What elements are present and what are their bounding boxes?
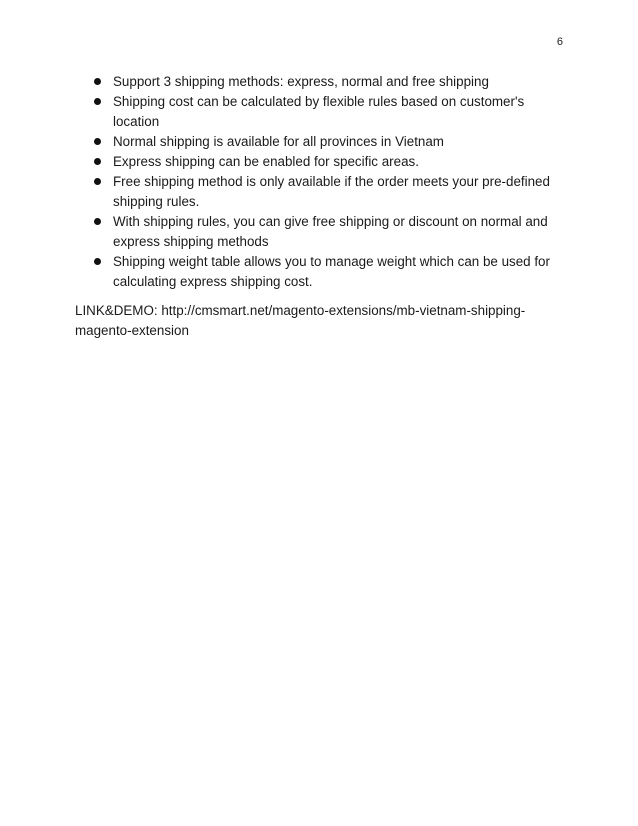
feature-bullet-item (94, 172, 564, 212)
feature-bullet-text: Free shipping method is only available if the order meets your pre-defined shipping rules. (113, 174, 550, 209)
link-demo-url[interactable]: http://cmsmart.net/magento-extensions/mb-vietnam-shipping-magento-extension (75, 303, 526, 338)
feature-bullet-item (94, 72, 564, 92)
feature-bullet-text: Normal shipping is available for all provinces in Vietnam (113, 134, 444, 149)
link-demo-paragraph (75, 301, 565, 341)
feature-bullet-item (94, 212, 564, 252)
feature-bullet-text: Shipping weight table allows you to manage weight which can be used for calculating express shipping cost. (113, 254, 550, 289)
bullet-dot-icon (94, 138, 101, 145)
bullet-dot-icon (94, 98, 101, 105)
feature-bullet-text: With shipping rules, you can give free shipping or discount on normal and express shipping methods (113, 214, 548, 249)
feature-bullet-text: Express shipping can be enabled for specific areas. (113, 154, 419, 169)
feature-bullet-text: Shipping cost can be calculated by flexible rules based on customer's location (113, 94, 525, 129)
bullet-dot-icon (94, 258, 101, 265)
feature-bullet-list (94, 72, 564, 292)
feature-bullet-text: Support 3 shipping methods: express, normal and free shipping (113, 74, 489, 89)
bullet-dot-icon (94, 178, 101, 185)
feature-bullet-item (94, 132, 564, 152)
bullet-dot-icon (94, 158, 101, 165)
bullet-dot-icon (94, 218, 101, 225)
bullet-dot-icon (94, 78, 101, 85)
feature-bullet-item (94, 252, 564, 292)
feature-bullet-item (94, 152, 564, 172)
link-demo-label: LINK&DEMO: (75, 303, 158, 318)
feature-bullet-item (94, 92, 564, 132)
page-number: 6 (556, 36, 563, 48)
